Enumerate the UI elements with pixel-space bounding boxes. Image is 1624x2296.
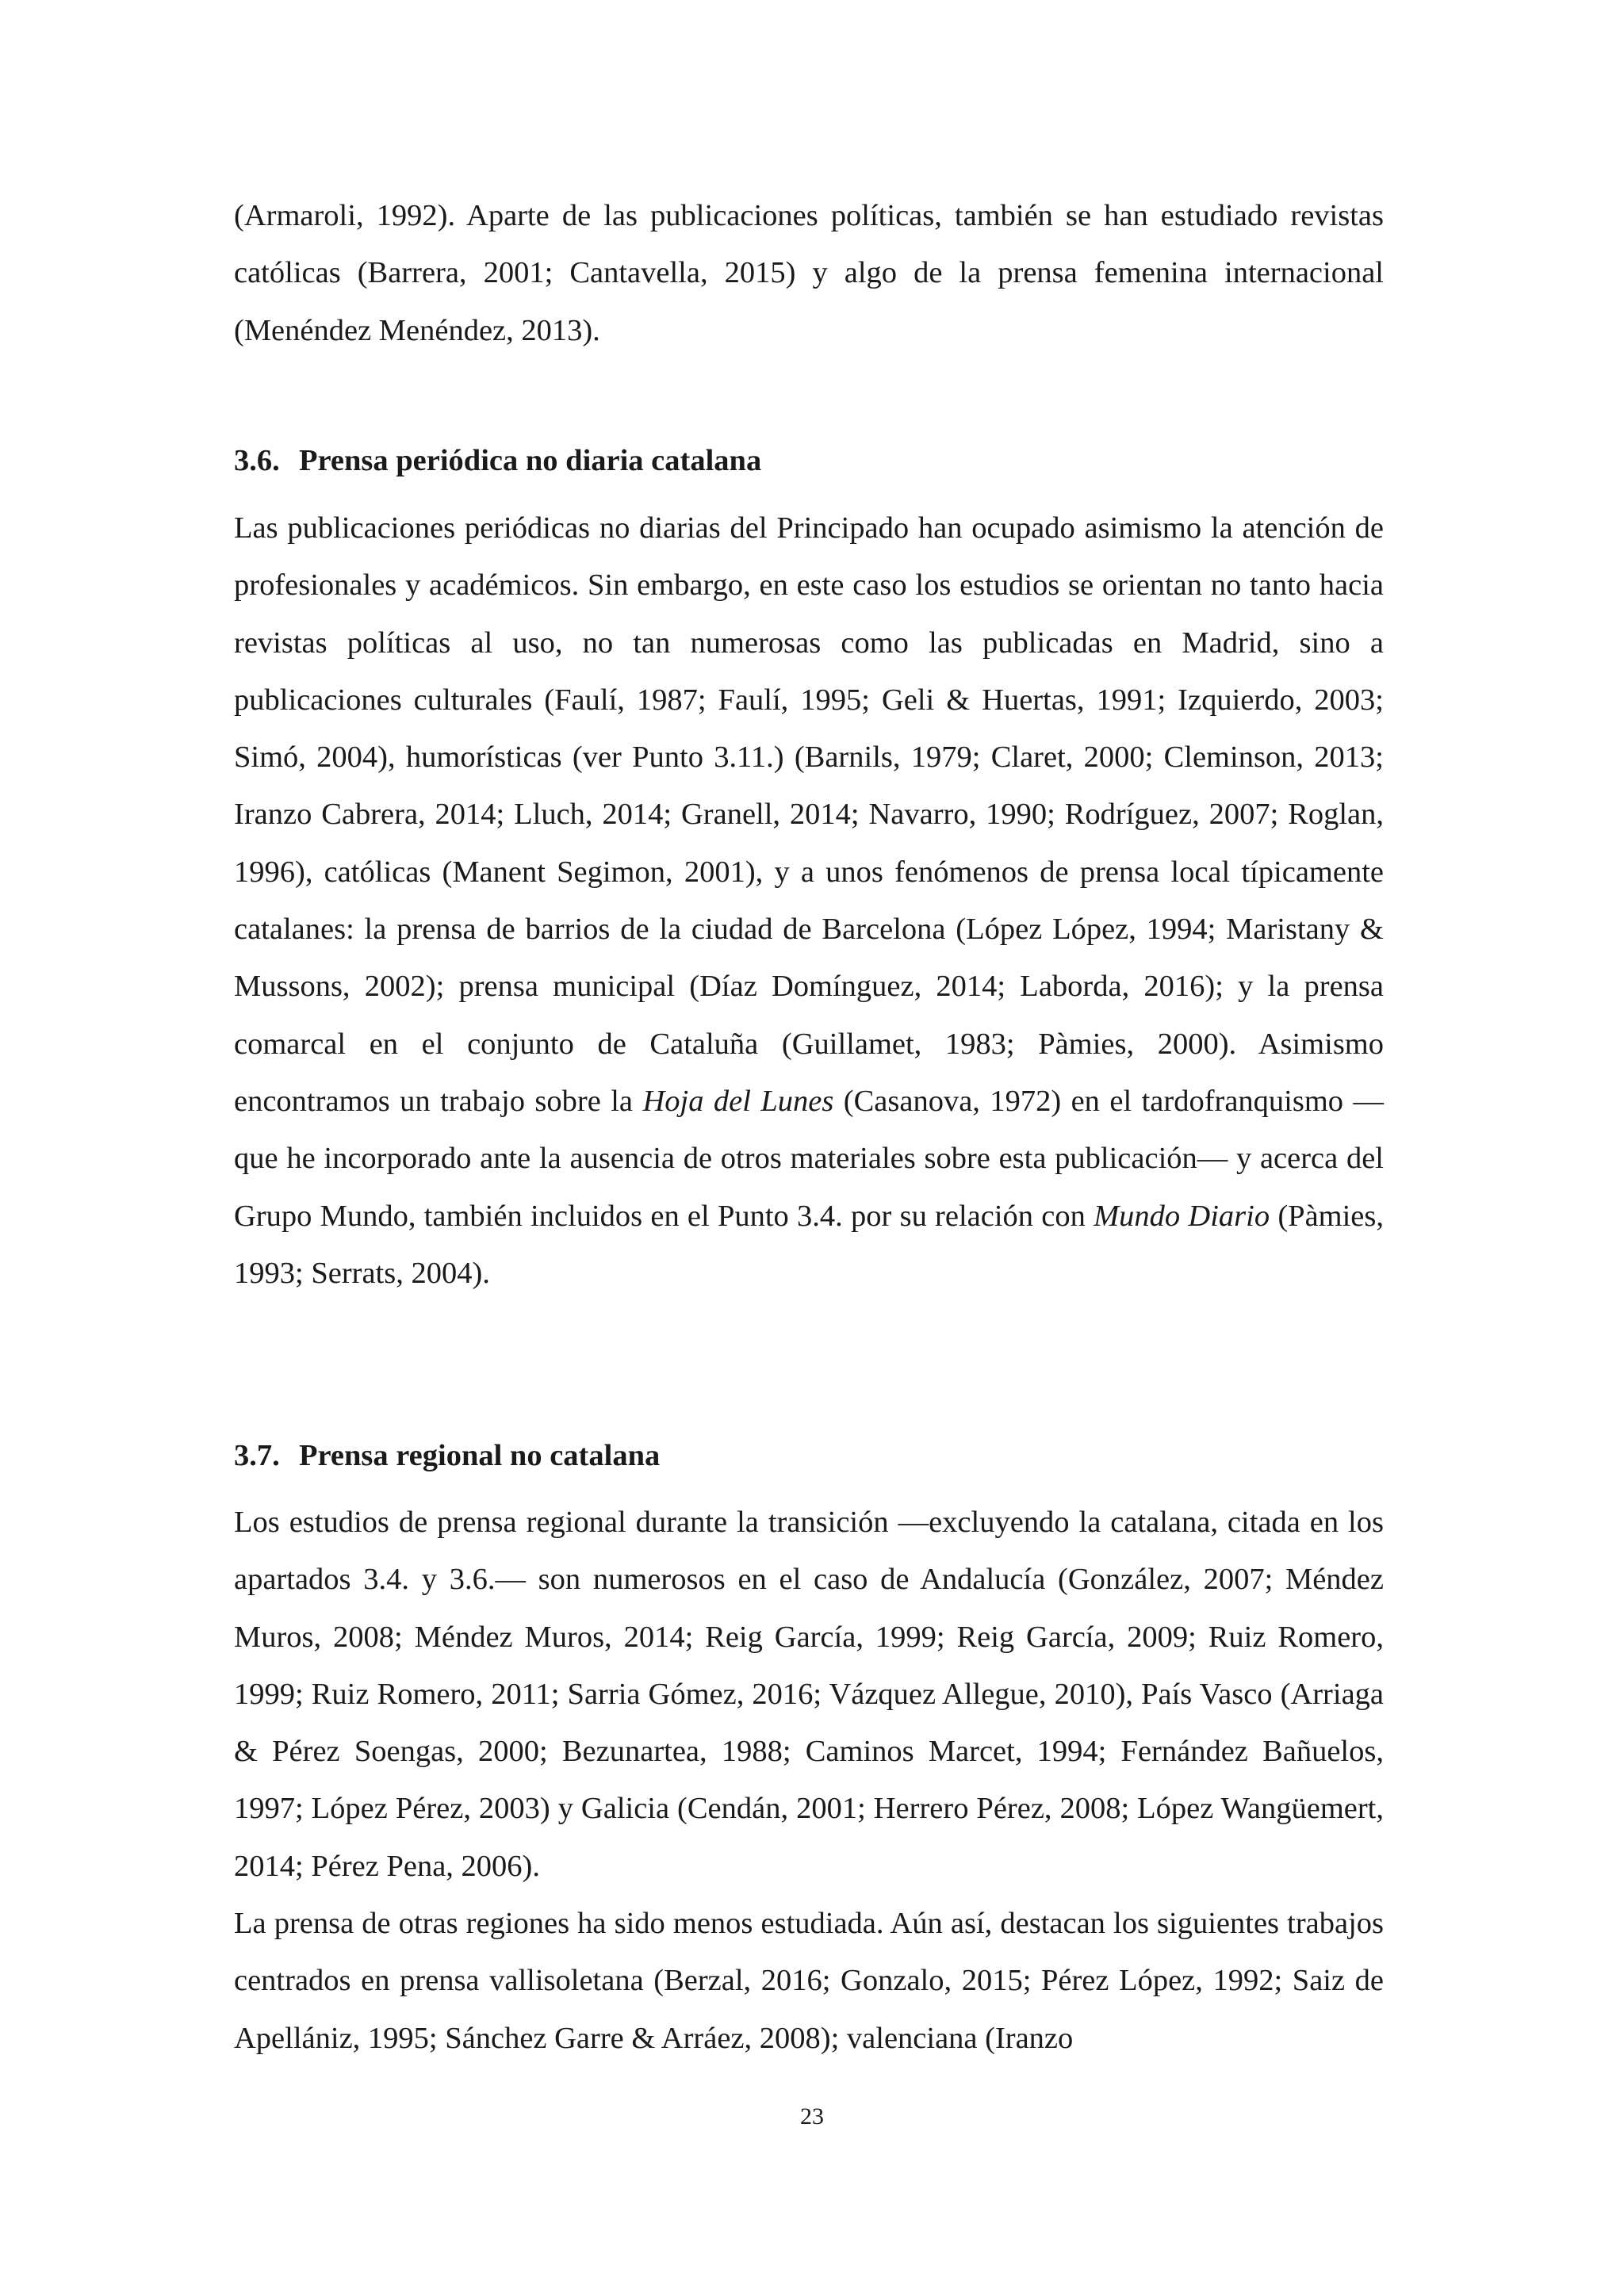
section-heading-3-7 — [234, 1427, 1384, 1484]
section-3-7-paragraph-1 — [234, 1494, 1384, 1895]
intro-paragraph — [234, 187, 1384, 359]
publication-title-hoja-del-lunes: Hoja del Lunes — [642, 1084, 834, 1118]
section-title: Prensa periódica no diaria catalana — [299, 444, 762, 477]
publication-title-mundo-diario: Mundo Diario — [1094, 1199, 1270, 1233]
section-3-7-paragraph-2 — [234, 1895, 1384, 2067]
section-number: 3.7. — [234, 1439, 280, 1472]
paragraph-text: (Armaroli, 1992). Aparte de las publicaciones políticas, también se han estudiado revistas católicas (Barrera, 2001; Cantavella, 2015) y algo de la prensa femenina internacional (Menéndez Menéndez, 2013). — [234, 199, 1384, 347]
section-3-6-paragraph — [234, 499, 1384, 1302]
paragraph-text: Las publicaciones periódicas no diarias del Principado han ocupado asimismo la atención de profesionales y académicos. Sin embargo, en este caso los estudios se orientan no tanto hacia revistas políticas al uso, no tan numerosas como las publicadas en Madrid, sino a publicaciones culturales (Faulí, 1987; Faulí, 1995; Geli & Huertas, 1991; Izquierdo, 2003; Simó, 2004), humorísticas (ver Punto 3.11.) (Barnils, 1979; Claret, 2000; Cleminson, 2013; Iranzo Cabrera, 2014; Lluch, 2014; Granell, 2014; Navarro, 1990; Rodríguez, 2007; Roglan, 1996), católicas (Manent Segimon, 2001), y a unos fenómenos de prensa local típicamente catalanes: la prensa de barrios de la ciudad de Barcelona (López López, 1994; Maristany & Mussons, 2002); prensa municipal (Díaz Domínguez, 2014; Laborda, 2016); y la prensa comarcal en el conjunto de Cataluña (Guillamet, 1983; Pàmies, 2000). Asimismo encontramos un trabajo sobre la Hoja del Lunes (Casanova, 1972) en el tardofranquismo —que he incorporado ante la ausencia de otros materiales sobre esta publicación— y acerca del Grupo Mundo, también incluidos en el Punto 3.4. por su relación con Mundo Diario (Pàmies, 1993; Serrats, 2004). — [234, 511, 1385, 1290]
section-heading-3-6 — [234, 432, 1384, 489]
page-number: 23 — [800, 2103, 824, 2130]
section-title: Prensa regional no catalana — [299, 1439, 661, 1472]
section-number: 3.6. — [234, 444, 280, 477]
paragraph-text: La prensa de otras regiones ha sido menos estudiada. Aún así, destacan los siguientes trabajos centrados en prensa vallisoletana (Berzal, 2016; Gonzalo, 2015; Pérez López, 1992; Saiz de Apellániz, 1995; Sánchez Garre & Arráez, 2008); valenciana (Iranzo — [234, 1907, 1384, 2055]
paragraph-text: Los estudios de prensa regional durante la transición —excluyendo la catalana, citada en los apartados 3.4. y 3.6.— son numerosos en el caso de Andalucía (González, 2007; Méndez Muros, 2008; Méndez Muros, 2014; Reig García, 1999; Reig García, 2009; Ruiz Romero, 1999; Ruiz Romero, 2011; Sarria Gómez, 2016; Vázquez Allegue, 2010), País Vasco (Arriaga & Pérez Soengas, 2000; Bezunartea, 1988; Caminos Marcet, 1994; Fernández Bañuelos, 1997; López Pérez, 2003) y Galicia (Cendán, 2001; Herrero Pérez, 2008; López Wangüemert, 2014; Pérez Pena, 2006). — [234, 1506, 1384, 1883]
